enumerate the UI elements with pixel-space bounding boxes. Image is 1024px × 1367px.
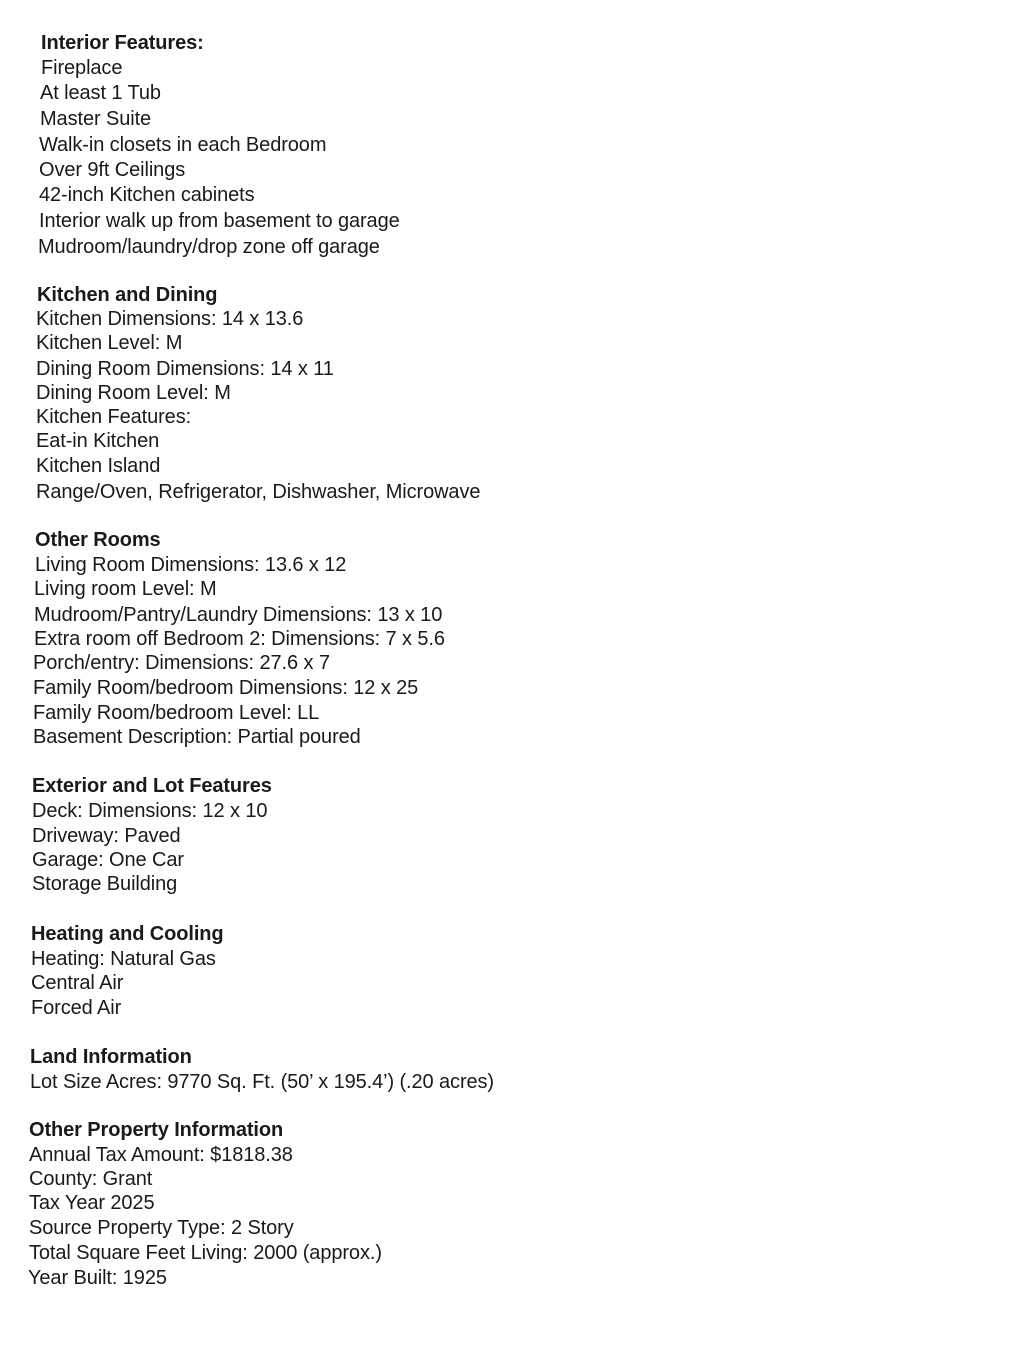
kitchen-dining-item: Kitchen Features: bbox=[36, 406, 192, 428]
kitchen-dining-item: Dining Room Dimensions: 14 x 11 bbox=[36, 358, 334, 380]
other-property-item: Annual Tax Amount: $1818.38 bbox=[29, 1144, 293, 1166]
other-property-item: Year Built: 1925 bbox=[28, 1267, 167, 1289]
interior-feature-item: Master Suite bbox=[40, 108, 152, 130]
other-rooms-item: Extra room off Bedroom 2: Dimensions: 7 x 5.6 bbox=[34, 628, 445, 650]
heating-cooling-item: Forced Air bbox=[31, 997, 122, 1019]
section-heading-exterior-lot: Exterior and Lot Features bbox=[32, 775, 272, 797]
section-heading-kitchen-dining: Kitchen and Dining bbox=[37, 284, 218, 306]
kitchen-dining-item: Kitchen Island bbox=[36, 455, 161, 477]
section-heading-other-property-information: Other Property Information bbox=[29, 1119, 284, 1141]
section-heading-other-rooms: Other Rooms bbox=[35, 529, 161, 551]
other-rooms-item: Mudroom/Pantry/Laundry Dimensions: 13 x 10 bbox=[34, 604, 443, 626]
exterior-lot-item: Deck: Dimensions: 12 x 10 bbox=[32, 800, 268, 822]
other-rooms-item: Living room Level: M bbox=[34, 578, 217, 600]
other-property-item: County: Grant bbox=[29, 1168, 153, 1190]
other-rooms-item: Family Room/bedroom Dimensions: 12 x 25 bbox=[33, 677, 419, 699]
interior-feature-item: Interior walk up from basement to garage bbox=[39, 210, 400, 232]
kitchen-dining-item: Kitchen Dimensions: 14 x 13.6 bbox=[36, 308, 304, 330]
heating-cooling-item: Heating: Natural Gas bbox=[31, 948, 216, 970]
interior-feature-item: Mudroom/laundry/drop zone off garage bbox=[38, 236, 380, 258]
other-rooms-item: Living Room Dimensions: 13.6 x 12 bbox=[35, 554, 347, 576]
interior-feature-item: Fireplace bbox=[41, 57, 123, 79]
section-heading-land-information: Land Information bbox=[30, 1046, 192, 1068]
other-property-item: Tax Year 2025 bbox=[29, 1192, 155, 1214]
other-rooms-item: Family Room/bedroom Level: LL bbox=[33, 702, 320, 724]
kitchen-dining-item: Range/Oven, Refrigerator, Dishwasher, Microwave bbox=[36, 481, 481, 503]
kitchen-dining-item: Eat-in Kitchen bbox=[36, 430, 160, 452]
kitchen-dining-item: Kitchen Level: M bbox=[36, 332, 183, 354]
exterior-lot-item: Driveway: Paved bbox=[32, 825, 181, 847]
exterior-lot-item: Garage: One Car bbox=[32, 849, 184, 871]
interior-feature-item: At least 1 Tub bbox=[40, 82, 161, 104]
section-heading-heating-cooling: Heating and Cooling bbox=[31, 923, 224, 945]
interior-feature-item: Over 9ft Ceilings bbox=[39, 159, 186, 181]
exterior-lot-item: Storage Building bbox=[32, 873, 178, 895]
section-heading-interior-features: Interior Features: bbox=[41, 32, 204, 54]
heating-cooling-item: Central Air bbox=[31, 972, 124, 994]
kitchen-dining-item: Dining Room Level: M bbox=[36, 382, 231, 404]
other-rooms-item: Basement Description: Partial poured bbox=[33, 726, 361, 748]
other-property-item: Total Square Feet Living: 2000 (approx.) bbox=[29, 1242, 382, 1264]
interior-feature-item: Walk-in closets in each Bedroom bbox=[39, 134, 327, 156]
other-rooms-item: Porch/entry: Dimensions: 27.6 x 7 bbox=[33, 652, 330, 674]
land-information-item: Lot Size Acres: 9770 Sq. Ft. (50’ x 195.4’) (.20 acres) bbox=[30, 1071, 494, 1093]
interior-feature-item: 42-inch Kitchen cabinets bbox=[39, 184, 255, 206]
other-property-item: Source Property Type: 2 Story bbox=[29, 1217, 294, 1239]
